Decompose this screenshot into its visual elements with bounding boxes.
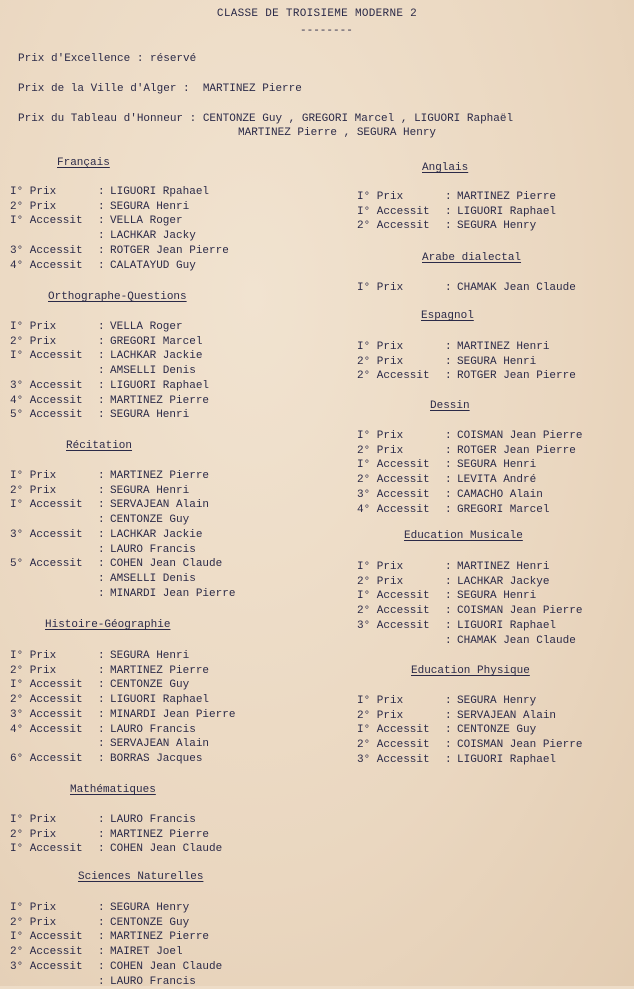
section-title-arabe-dialectal: Arabe dialectal [422,252,522,264]
student-name: LIGUORI Raphael [110,694,210,707]
colon-separator: : [98,828,105,841]
award-rank: 2° Prix [357,355,404,368]
student-name: CENTONZE Guy [110,916,190,929]
award-row [10,557,290,571]
student-name: ROTGER Jean Pierre [457,370,576,383]
section-title-espagnol: Espagnol [421,310,474,322]
award-rank: 3° Accessit [357,619,430,632]
award-rank: I° Accessit [10,215,83,228]
student-name: LIGUORI Raphael [110,379,210,392]
award-row [10,945,290,959]
award-rank: 2° Prix [357,709,404,722]
student-name: LIGUORI Raphael [457,753,557,766]
award-row [10,364,290,378]
award-rank: I° Prix [10,650,57,662]
student-name: CHAMAK Jean Claude [457,282,576,294]
prix-excellence: Prix d'Excellence : réservé [18,53,197,65]
colon-separator: : [98,843,105,856]
student-name: LAURO Francis [110,723,196,736]
colon-separator: : [98,752,105,765]
student-name: LEVITA André [457,474,537,487]
colon-separator: : [98,587,105,600]
student-name: LACHKAR Jacky [110,230,196,243]
prix-tableau-honneur-line1: Prix du Tableau d'Honneur : CENTONZE Guy , GREGORI Marcel , LIGUORI Raphaël [18,113,514,125]
award-row [10,229,290,243]
colon-separator: : [98,259,105,272]
colon-separator: : [445,341,452,353]
student-name: SEGURA Henri [457,355,537,368]
section-title-mathematiques: Mathématiques [70,784,156,796]
award-rank: 2° Prix [10,484,57,497]
student-name: SERVAJEAN Alain [110,499,210,512]
student-name: SERVAJEAN Alain [110,738,210,751]
student-name: GREGORI Marcel [110,335,203,348]
award-row [357,473,634,487]
colon-separator: : [98,572,105,585]
colon-separator: : [98,902,105,914]
colon-separator: : [98,335,105,348]
award-row [357,694,634,708]
student-name: SEGURA Henry [457,220,537,233]
colon-separator: : [445,695,452,707]
title-underline: -------- [300,25,353,37]
award-row [10,259,290,273]
award-row [357,738,634,752]
colon-separator: : [445,561,452,573]
colon-separator: : [445,370,452,383]
student-name: LIGUORI Rpahael [110,186,210,198]
award-rank: 3° Accessit [10,960,83,973]
award-rank: I° Prix [10,902,57,914]
student-name: AMSELLI Denis [110,572,196,585]
award-row [10,335,290,349]
colon-separator: : [445,709,452,722]
award-rank: I° Prix [10,186,57,198]
section-title-histoire-geographie: Histoire-Géographie [45,619,171,631]
award-row [10,572,290,586]
award-row [357,575,634,589]
colon-separator: : [98,379,105,392]
student-name: SEGURA Henry [457,695,537,707]
colon-separator: : [445,575,452,588]
award-row [10,185,290,199]
award-row [10,708,290,722]
prix-tableau-honneur-line2: MARTINEZ Pierre , SEGURA Henry [238,127,437,139]
colon-separator: : [98,394,105,407]
colon-separator: : [98,960,105,973]
award-row [10,587,290,601]
award-row [10,960,290,974]
award-row [10,484,290,498]
student-name: SEGURA Henri [110,409,190,422]
award-row [10,723,290,737]
award-row [10,394,290,408]
colon-separator: : [98,528,105,541]
colon-separator: : [445,724,452,737]
colon-separator: : [98,679,105,692]
award-rank: I° Accessit [10,499,83,512]
section-title-dessin: Dessin [430,400,470,412]
student-name: COHEN Jean Claude [110,960,223,973]
student-name: CALATAYUD Guy [110,259,196,272]
colon-separator: : [445,739,452,752]
colon-separator: : [98,975,105,988]
award-row [357,604,634,618]
student-name: LACHKAR Jackie [110,350,203,363]
colon-separator: : [445,220,452,233]
award-row [10,528,290,542]
section-title-sciences-naturelles: Sciences Naturelles [78,871,204,883]
colon-separator: : [98,409,105,422]
colon-separator: : [98,350,105,363]
award-row [357,429,634,443]
student-name: VELLA Roger [110,215,183,228]
colon-separator: : [445,459,452,472]
award-rank: 2° Prix [10,916,57,929]
student-name: ROTGER Jean Pierre [110,244,229,257]
award-row [10,214,290,228]
award-rank: 6° Accessit [10,752,83,765]
colon-separator: : [98,514,105,527]
colon-separator: : [445,503,452,516]
student-name: CAMACHO Alain [457,488,543,501]
award-row [357,488,634,502]
colon-separator: : [98,814,105,826]
award-row [10,513,290,527]
student-name: SEGURA Henri [457,459,537,472]
award-row [357,458,634,472]
student-name: LAURO Francis [110,975,196,988]
colon-separator: : [98,694,105,707]
award-row [10,349,290,363]
award-rank: I° Accessit [357,459,430,472]
student-name: SEGURA Henri [110,200,190,213]
student-name: GREGORI Marcel [457,503,550,516]
student-name: SEGURA Henri [110,650,190,662]
student-name: MARTINEZ Henri [457,561,550,573]
award-row [10,975,290,989]
colon-separator: : [98,365,105,378]
award-row [357,589,634,603]
colon-separator: : [98,230,105,243]
student-name: COISMAN Jean Pierre [457,605,583,618]
colon-separator: : [98,664,105,677]
award-rank: 2° Prix [10,335,57,348]
award-row [10,737,290,751]
award-row [357,444,634,458]
award-row [10,693,290,707]
colon-separator: : [98,738,105,751]
student-name: SEGURA Henri [110,484,190,497]
award-row [10,930,290,944]
award-rank: I° Prix [357,561,404,573]
award-row [10,498,290,512]
award-row [10,813,290,827]
section-title-anglais: Anglais [422,162,469,174]
student-name: LACHKAR Jackye [457,575,550,588]
colon-separator: : [445,488,452,501]
award-rank: 2° Accessit [10,946,83,959]
student-name: MARTINEZ Pierre [457,191,557,203]
colon-separator: : [98,708,105,721]
award-rank: 3° Accessit [10,379,83,392]
award-rank: 2° Accessit [357,739,430,752]
student-name: LAURO Francis [110,814,196,826]
award-rank: I° Prix [357,695,404,707]
student-name: COISMAN Jean Pierre [457,430,583,442]
colon-separator: : [98,916,105,929]
colon-separator: : [98,931,105,944]
student-name: SERVAJEAN Alain [457,709,557,722]
award-row [10,543,290,557]
award-row [10,649,290,663]
student-name: LIGUORI Raphael [457,619,557,632]
student-name: COHEN Jean Claude [110,843,223,856]
colon-separator: : [98,244,105,257]
colon-separator: : [445,444,452,457]
student-name: MARTINEZ Pierre [110,828,210,841]
section-title-francais: Français [57,157,110,169]
colon-separator: : [445,753,452,766]
student-name: MARTINEZ Pierre [110,394,210,407]
colon-separator: : [98,543,105,556]
award-row [10,320,290,334]
award-row [10,678,290,692]
student-name: MARTINEZ Pierre [110,664,210,677]
award-rank: 2° Prix [357,444,404,457]
award-row [357,205,634,219]
award-rank: I° Prix [357,341,404,353]
student-name: MAIRET Joel [110,946,183,959]
student-name: SEGURA Henri [457,590,537,603]
award-rank: I° Prix [10,814,57,826]
colon-separator: : [445,605,452,618]
award-rank: 2° Accessit [357,605,430,618]
student-name: SEGURA Henry [110,902,190,914]
award-rank: 3° Accessit [10,528,83,541]
award-row [10,244,290,258]
award-row [357,753,634,767]
student-name: MARTINEZ Pierre [110,470,210,482]
award-row [357,219,634,233]
student-name: AMSELLI Denis [110,365,196,378]
colon-separator: : [98,200,105,213]
award-rank: I° Accessit [10,843,83,856]
colon-separator: : [98,321,105,333]
award-rank: 2° Accessit [357,474,430,487]
award-row [357,340,634,354]
award-rank: 2° Prix [10,664,57,677]
award-rank: I° Accessit [10,679,83,692]
colon-separator: : [445,474,452,487]
award-rank: 2° Prix [10,200,57,213]
colon-separator: : [98,558,105,571]
award-rank: 2° Accessit [10,694,83,707]
award-row [10,379,290,393]
student-name: MINARDI Jean Pierre [110,708,236,721]
student-name: COISMAN Jean Pierre [457,739,583,752]
student-name: LACHKAR Jackie [110,528,203,541]
award-rank: I° Prix [357,191,404,203]
award-rank: I° Prix [10,321,57,333]
award-row [357,369,634,383]
student-name: MARTINEZ Pierre [110,931,210,944]
award-rank: I° Accessit [357,724,430,737]
award-rank: 3° Accessit [357,488,430,501]
award-row [357,634,634,648]
colon-separator: : [98,186,105,198]
section-title-orthographe-questions: Orthographe-Questions [48,291,187,303]
student-name: LIGUORI Raphael [457,205,557,218]
student-name: CENTONZE Guy [110,514,190,527]
colon-separator: : [98,650,105,662]
section-title-recitation: Récitation [66,440,133,452]
colon-separator: : [445,634,452,647]
student-name: BORRAS Jacques [110,752,203,765]
award-row [357,190,634,204]
colon-separator: : [445,355,452,368]
award-row [357,560,634,574]
award-rank: 2° Accessit [357,220,430,233]
award-rank: I° Accessit [10,931,83,944]
award-row [10,901,290,915]
student-name: CHAMAK Jean Claude [457,634,576,647]
award-rank: I° Prix [357,282,404,294]
student-name: CENTONZE Guy [110,679,190,692]
student-name: MARTINEZ Henri [457,341,550,353]
award-rank: 3° Accessit [10,244,83,257]
award-row [10,842,290,856]
colon-separator: : [98,499,105,512]
colon-separator: : [445,205,452,218]
award-rank: 2° Prix [357,575,404,588]
colon-separator: : [445,619,452,632]
award-row [357,281,634,295]
colon-separator: : [445,282,452,294]
award-rank: 4° Accessit [10,259,83,272]
award-row [10,469,290,483]
student-name: CENTONZE Guy [457,724,537,737]
student-name: VELLA Roger [110,321,183,333]
award-rank: 5° Accessit [10,409,83,422]
award-rank: 4° Accessit [357,503,430,516]
award-row [357,619,634,633]
student-name: LAURO Francis [110,543,196,556]
colon-separator: : [98,723,105,736]
award-row [357,709,634,723]
award-rank: 4° Accessit [10,723,83,736]
award-rank: 5° Accessit [10,558,83,571]
award-rank: 3° Accessit [10,708,83,721]
award-rank: 2° Accessit [357,370,430,383]
section-title-education-musicale: Education Musicale [404,530,523,542]
colon-separator: : [98,215,105,228]
student-name: MINARDI Jean Pierre [110,587,236,600]
award-row [10,752,290,766]
page-title: CLASSE DE TROISIEME MODERNE 2 [216,8,418,20]
award-rank: I° Accessit [357,205,430,218]
award-rank: 2° Prix [10,828,57,841]
award-row [357,723,634,737]
award-row [10,828,290,842]
award-rank: I° Accessit [10,350,83,363]
colon-separator: : [98,946,105,959]
award-row [10,916,290,930]
award-row [357,503,634,517]
colon-separator: : [445,191,452,203]
student-name: COHEN Jean Claude [110,558,223,571]
award-row [10,664,290,678]
colon-separator: : [445,430,452,442]
award-rank: I° Prix [357,430,404,442]
award-rank: I° Prix [10,470,57,482]
award-rank: 4° Accessit [10,394,83,407]
colon-separator: : [98,470,105,482]
section-title-education-physique: Education Physique [411,665,530,677]
prix-ville-alger: Prix de la Ville d'Alger : MARTINEZ Pierre [18,83,302,95]
student-name: ROTGER Jean Pierre [457,444,576,457]
colon-separator: : [98,484,105,497]
award-row [10,200,290,214]
colon-separator: : [445,590,452,603]
award-row [357,355,634,369]
award-rank: 3° Accessit [357,753,430,766]
award-row [10,408,290,422]
award-rank: I° Accessit [357,590,430,603]
